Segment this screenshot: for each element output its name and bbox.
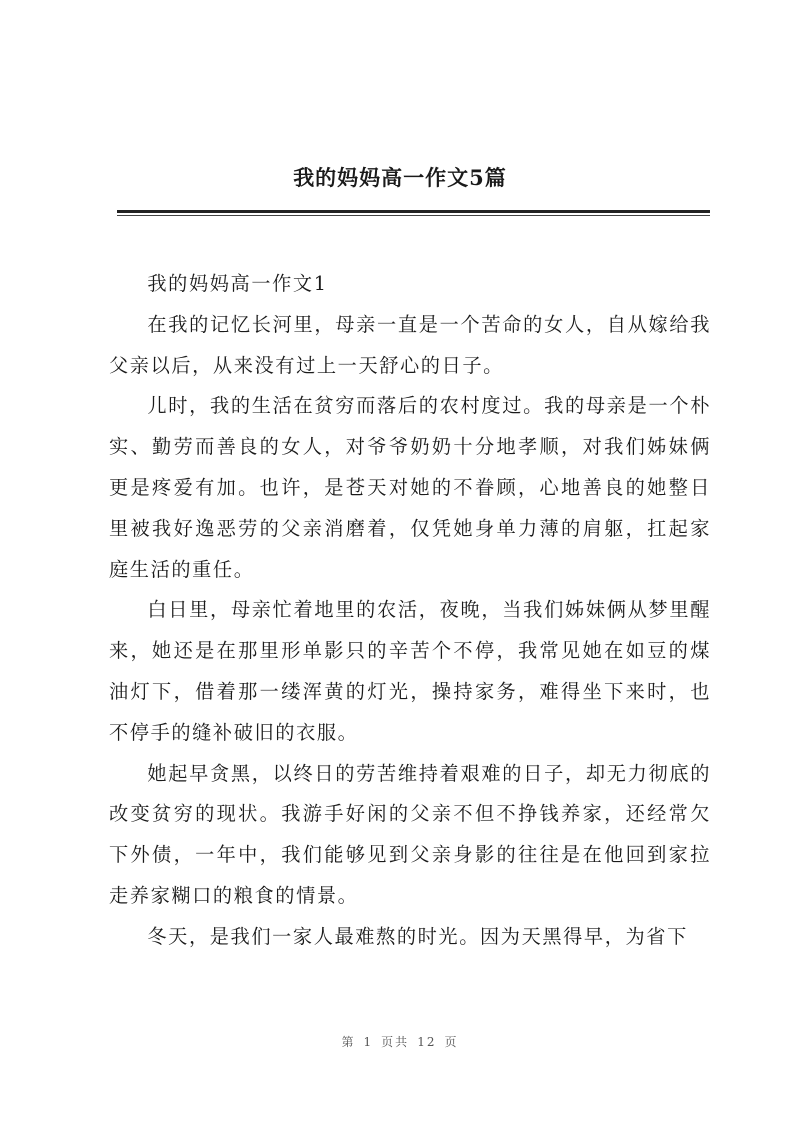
page-label-prefix: 第 xyxy=(341,1035,356,1049)
paragraph: 冬天，是我们一家人最难熬的时光。因为天黑得早，为省下 xyxy=(147,924,688,948)
paragraph: 白日里，母亲忙着地里的农活，夜晚，当我们姊妹俩从梦里醒来，她还是在那里形单影只的辛苦个不停，我常见她在如豆的煤油灯下，借着那一缕浑黄的灯光，操持家务，难得坐下来时，也不停手的缝补破旧的衣服。 xyxy=(109,598,711,744)
page-label-suffix: 页 xyxy=(444,1035,459,1049)
page-label-mid: 页共 xyxy=(381,1035,410,1049)
current-page-number: 1 xyxy=(363,1035,374,1049)
section-heading: 我的妈妈高一作文1 xyxy=(147,272,328,295)
page-title: 我的妈妈高一作文5篇 xyxy=(293,165,507,190)
paragraph: 在我的记忆长河里，母亲一直是一个苦命的女人，自从嫁给我父亲以后，从来没有过上一天舒心的日子。 xyxy=(109,312,711,377)
paragraph: 她起早贪黑，以终日的劳苦维持着艰难的日子，却无力彻底的改变贫穷的现状。我游手好闲的父亲不但不挣钱养家，还经常欠下外债，一年中，我们能够见到父亲身影的往往是在他回到家拉走养家糊口的粮食的情景。 xyxy=(109,761,711,907)
paragraph: 儿时，我的生活在贫穷而落后的农村度过。我的母亲是一个朴实、勤劳而善良的女人，对爷爷奶奶十分地孝顺，对我们姊妹俩更是疼爱有加。也许，是苍天对她的不眷顾，心地善良的她整日里被我好逸恶劳的父亲消磨着，仅凭她身单力薄的肩躯，扛起家庭生活的重任。 xyxy=(109,394,711,581)
page-footer xyxy=(0,1033,800,1050)
title-divider xyxy=(117,210,710,213)
document-body xyxy=(109,264,711,958)
total-pages-number: 12 xyxy=(417,1035,437,1049)
title-divider-thin xyxy=(117,215,710,216)
